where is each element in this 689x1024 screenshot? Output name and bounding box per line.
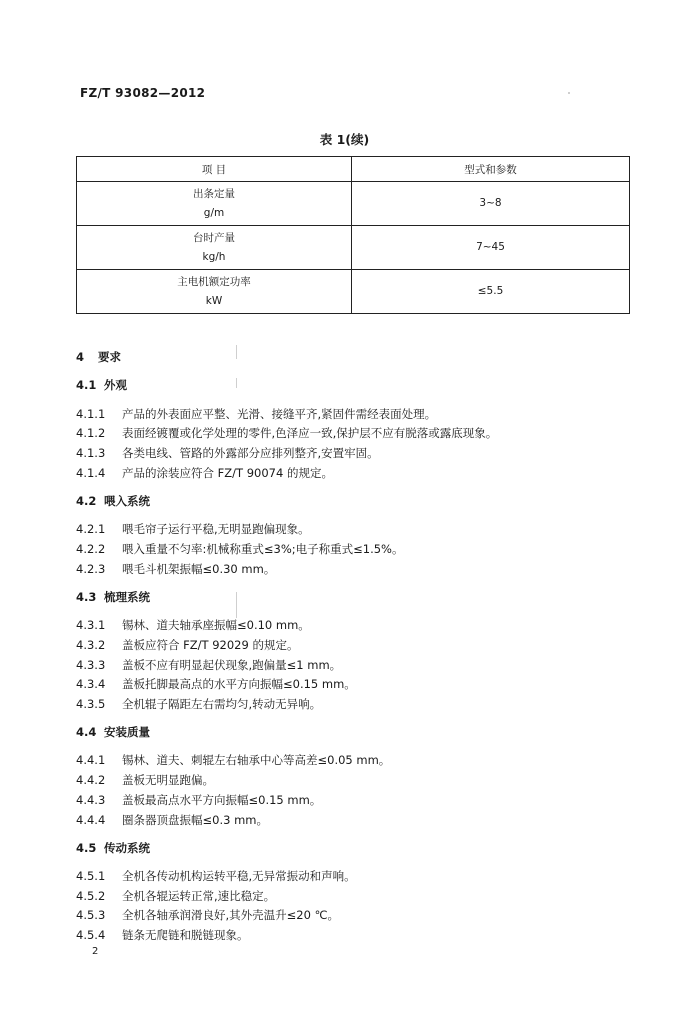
- clause: 4.4.2 盖板无明显跑偏。: [76, 773, 214, 788]
- clause: 4.2.2 喂入重量不匀率:机械称重式≤3%;电子称重式≤1.5%。: [76, 541, 404, 556]
- clause: 4.3.5 全机辊子隔距左右需均匀,转动无异响。: [76, 696, 322, 711]
- clause: 4.1.3 各类电线、管路的外露部分应排列整齐,安置牢固。: [76, 445, 379, 460]
- clause: 4.4.4 圈条器顶盘振幅≤0.3 mm。: [76, 812, 268, 827]
- item-name: 出条定量: [193, 187, 235, 200]
- clause: 4.1.4 产品的涂装应符合 FZ/T 90074 的规定。: [76, 465, 333, 480]
- clause: 4.2.1 喂毛帘子运行平稳,无明显跑偏现象。: [76, 522, 310, 537]
- section-heading: 4.2 喂入系统: [76, 493, 150, 508]
- clause: 4.5.3 全机各轴承润滑良好,其外壳温升≤20 ℃。: [76, 908, 339, 923]
- value-cell: 7~45: [352, 226, 630, 270]
- scan-mark: [236, 378, 237, 388]
- item-cell: [77, 226, 352, 270]
- item-cell: [77, 182, 352, 226]
- section-heading: 4.5 传动系统: [76, 840, 150, 855]
- section-heading: 4.3 梳理系统: [76, 589, 150, 604]
- column-header-item: 项 目: [77, 157, 352, 182]
- clause: 4.1.2 表面经镀覆或化学处理的零件,色泽应一致,保护层不应有脱落或露底现象。: [76, 426, 498, 441]
- item-unit: kW: [205, 294, 223, 307]
- clause: 4.3.4 盖板托脚最高点的水平方向振幅≤0.15 mm。: [76, 677, 356, 692]
- table-row: [77, 182, 630, 226]
- item-name: 台时产量: [193, 231, 235, 244]
- clause: 4.4.1 锡林、道夫、刺辊左右轴承中心等高差≤0.05 mm。: [76, 753, 391, 768]
- column-header-params: 型式和参数: [352, 157, 630, 182]
- clause: 4.5.4 链条无爬链和脱链现象。: [76, 928, 249, 943]
- value-cell: ≤5.5: [352, 270, 630, 314]
- item-unit: g/m: [203, 206, 225, 219]
- chapter-heading: 4 要求: [76, 350, 121, 364]
- item-name: 主电机额定功率: [177, 275, 251, 288]
- clause: 4.3.1 锡林、道夫轴承座振幅≤0.10 mm。: [76, 618, 310, 633]
- item-unit: kg/h: [202, 250, 226, 263]
- spec-table: [76, 156, 630, 314]
- page-number: 2: [92, 946, 99, 957]
- table-row: [77, 226, 630, 270]
- standard-code: FZ/T 93082—2012: [80, 86, 206, 100]
- clause: 4.1.1 产品的外表面应平整、光滑、接缝平齐,紧固件需经表面处理。: [76, 406, 437, 421]
- scan-mark: [236, 345, 237, 359]
- table-caption: 表 1(续): [319, 132, 370, 147]
- clause: 4.4.3 盖板最高点水平方向振幅≤0.15 mm。: [76, 792, 322, 807]
- clause: 4.5.2 全机各辊运转正常,速比稳定。: [76, 888, 276, 903]
- requirements-section: [76, 348, 636, 946]
- scan-mark: [236, 592, 237, 618]
- clause: 4.3.3 盖板不应有明显起伏现象,跑偏量≤1 mm。: [76, 657, 342, 672]
- clause: 4.2.3 喂毛斗机架振幅≤0.30 mm。: [76, 561, 276, 576]
- section-heading: 4.4 安装质量: [76, 725, 150, 740]
- clause: 4.5.1 全机各传动机构运转平稳,无异常振动和声响。: [76, 869, 356, 884]
- value-cell: 3~8: [352, 182, 630, 226]
- item-cell: [77, 270, 352, 314]
- table-header-row: [77, 157, 630, 182]
- table-row: [77, 270, 630, 314]
- section-heading: 4.1 外观: [76, 378, 127, 393]
- scan-mark: [568, 92, 570, 94]
- clause: 4.3.2 盖板应符合 FZ/T 92029 的规定。: [76, 637, 299, 652]
